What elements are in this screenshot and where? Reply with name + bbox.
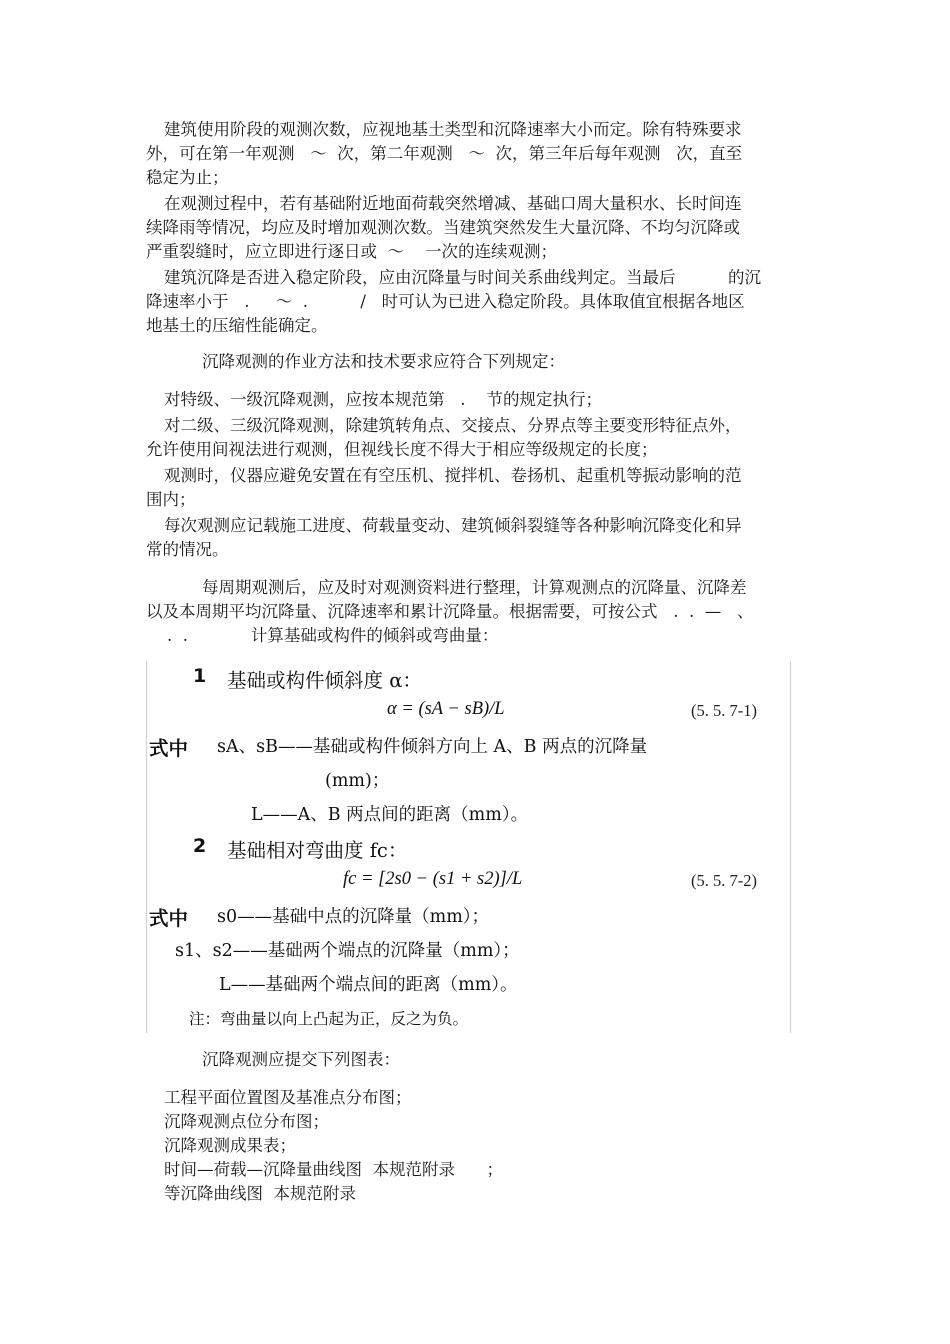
- where-label: 式中: [149, 907, 189, 930]
- text-line: 外，可在第一年观测 ～ 次，第二年观测 ～ 次，第三年后每年观测 次，直至: [146, 144, 743, 163]
- text-line: 每周期观测后，应及时对观测资料进行整理，计算观测点的沉降量、沉降差: [202, 578, 747, 597]
- text-line: 以及本周期平均沉降量、沉降速率和累计沉降量。根据需要，可按公式 . . — 、: [146, 602, 754, 621]
- variable-definition: L——基础两个端点间的距离（mm）。: [219, 975, 518, 995]
- variable-definition: sA、sB——基础或构件倾斜方向上 A、B 两点的沉降量: [217, 737, 648, 757]
- text-line: 围内；: [146, 490, 196, 509]
- formula-note: 注：弯曲量以向上凸起为正，反之为负。: [189, 1010, 469, 1028]
- text-line: 允许使用间视法进行观测，但视线长度不得大于相应等级规定的长度；: [146, 440, 658, 459]
- text-line: 对二级、三级沉降观测，除建筑转角点、交接点、分界点等主要变形特征点外，: [164, 416, 742, 435]
- list-item: 等沉降曲线图 本规范附录: [164, 1184, 356, 1203]
- variable-definition: L——A、B 两点间的距离（mm）。: [251, 805, 529, 825]
- variable-definition: s0——基础中点的沉降量（mm）；: [217, 907, 490, 927]
- text-line: 每次观测应记载施工进度、荷载量变动、建筑倾斜裂缝等各种影响沉降变化和异: [164, 516, 742, 535]
- formula-figure: [146, 661, 791, 1033]
- list-item: 沉降观测点位分布图；: [164, 1112, 329, 1131]
- text-line: . . 计算基础或构件的倾斜或弯曲量：: [146, 626, 499, 645]
- text-line: 建筑沉降是否进入稳定阶段，应由沉降量与时间关系曲线判定。当最后 的沉: [164, 268, 761, 287]
- text-line: 降速率小于 . ～ . / 时可认为已进入稳定阶段。具体取值宜根据各地区: [146, 292, 745, 311]
- text-line: 稳定为止；: [146, 168, 229, 187]
- list-item: 工程平面位置图及基准点分布图；: [164, 1088, 412, 1107]
- item-number: 2: [193, 835, 207, 857]
- equation-number: (5. 5. 7-1): [691, 701, 757, 720]
- equation-number: (5. 5. 7-2): [691, 871, 757, 890]
- text-line: 观测时，仪器应避免安置在有空压机、搅拌机、卷扬机、起重机等振动影响的范: [164, 466, 742, 485]
- text-line: 对特级、一级沉降观测，应按本规范第 . 节的规定执行；: [164, 390, 602, 409]
- where-label: 式中: [149, 737, 189, 760]
- equation: α = (sA − sB)/L: [387, 699, 505, 719]
- item-number: 1: [193, 665, 207, 687]
- equation: fc = [2s0 − (s1 + s2)]/L: [343, 869, 523, 889]
- text-line: 常的情况。: [146, 540, 229, 559]
- section-heading: 沉降观测应提交下列图表：: [202, 1050, 400, 1069]
- text-line: 续降雨等情况，均应及时增加观测次数。当建筑突然发生大量沉降、不均匀沉降或: [146, 218, 740, 237]
- text-line: 地基土的压缩性能确定。: [146, 316, 328, 335]
- section-heading: 沉降观测的作业方法和技术要求应符合下列规定：: [202, 352, 565, 371]
- variable-definition: s1、s2——基础两个端点的沉降量（mm）；: [175, 941, 520, 961]
- list-item: 时间—荷载—沉降量曲线图 本规范附录 ；: [164, 1160, 503, 1179]
- formula-heading: 基础相对弯曲度 fc：: [227, 839, 408, 862]
- text-line: 建筑使用阶段的观测次数，应视地基土类型和沉降速率大小而定。除有特殊要求: [164, 120, 742, 139]
- formula-heading: 基础或构件倾斜度 α：: [227, 669, 422, 692]
- text-line: 严重裂缝时，应立即进行逐日或 ～ 一次的连续观测；: [146, 242, 557, 261]
- variable-definition: (mm)；: [325, 771, 390, 791]
- text-line: 在观测过程中，若有基础附近地面荷载突然增减、基础口周大量积水、长时间连: [164, 194, 742, 213]
- list-item: 沉降观测成果表；: [164, 1136, 296, 1155]
